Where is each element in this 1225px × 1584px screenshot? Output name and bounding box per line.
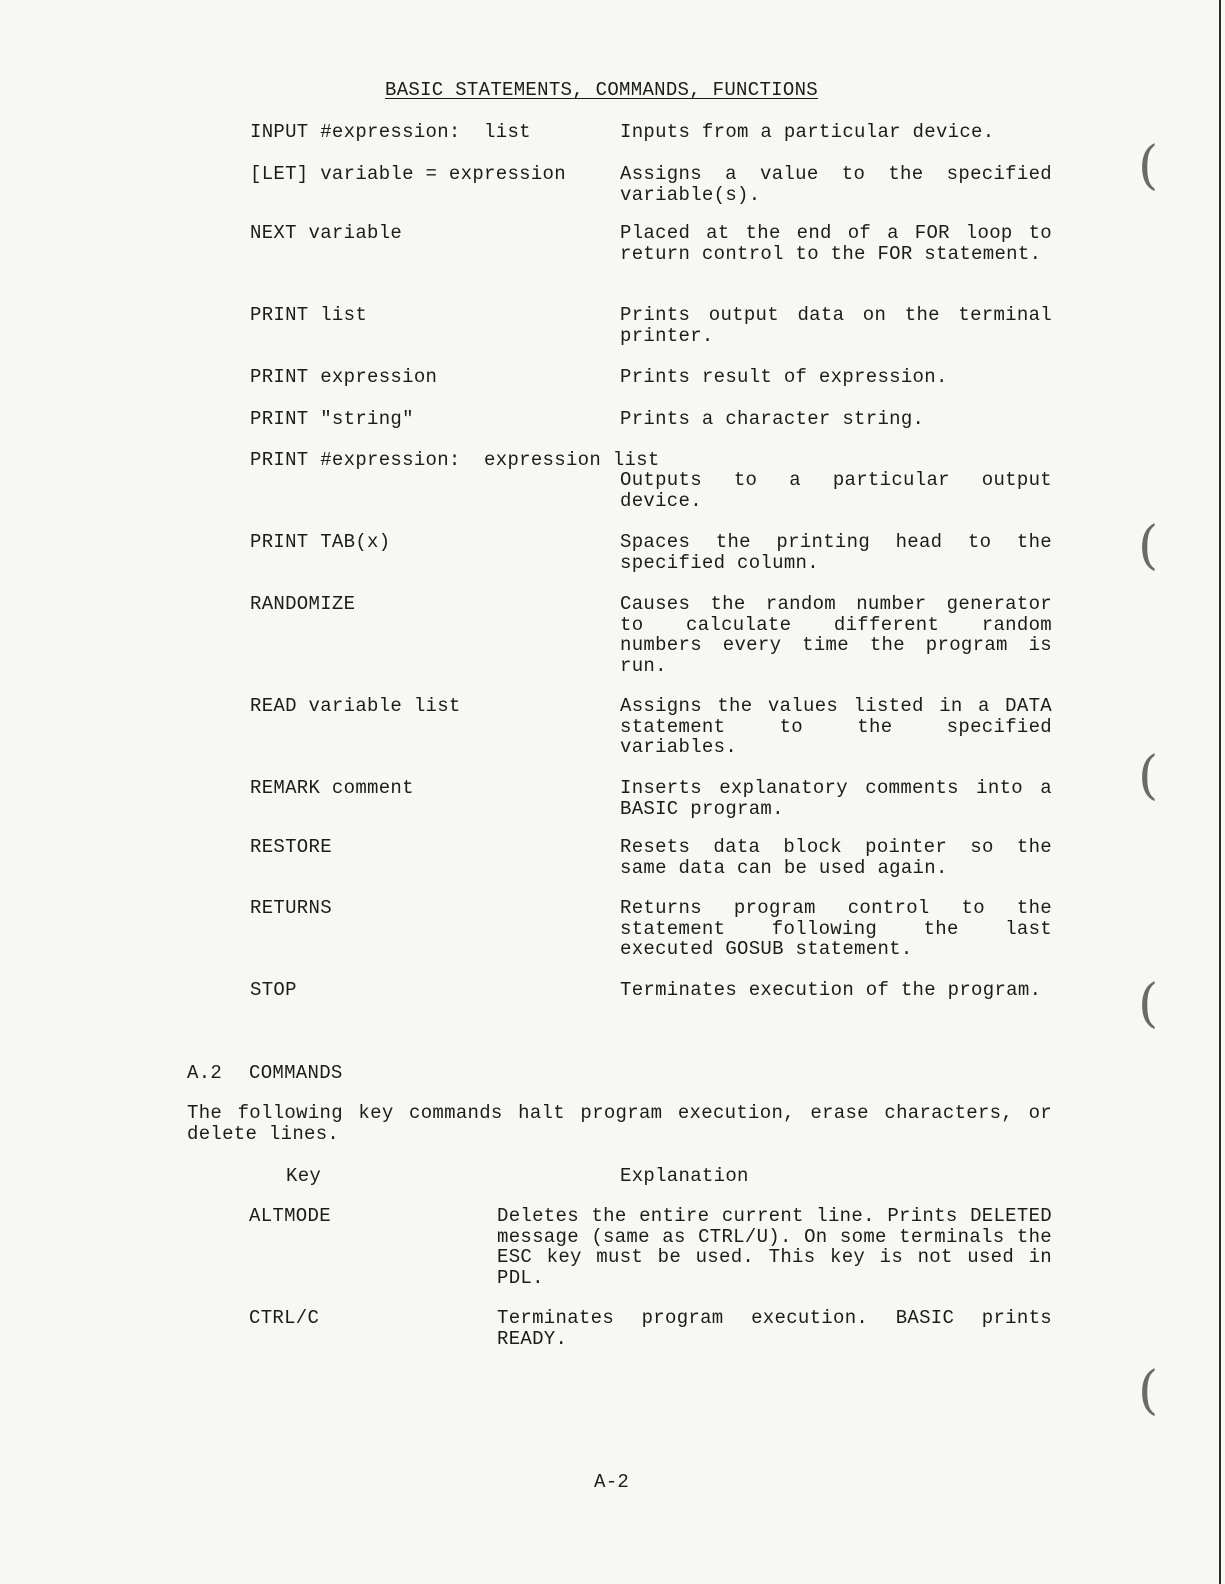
statement-syntax: REMARK comment — [250, 777, 414, 799]
statement-description: Prints a character string. — [620, 408, 925, 430]
statement-syntax: NEXT variable — [250, 222, 403, 244]
statement-description: Returns program control to the statement following the last executed GOSUB statement. — [620, 897, 1052, 960]
statement-syntax: READ variable list — [250, 695, 461, 717]
column-header-explanation: Explanation — [620, 1165, 749, 1187]
command-description: Deletes the entire current line. Prints DELETED message (same as CTRL/U). On some terminals the ESC key must be used. This key is not used in PDL. — [497, 1205, 1052, 1289]
binder-hole-mark: ( — [1138, 746, 1159, 806]
section-number: A.2 — [187, 1062, 223, 1084]
statement-description: Spaces the printing head to the specified column. — [620, 531, 1052, 574]
statement-syntax: RETURNS — [250, 897, 332, 919]
statement-syntax: INPUT #expression: list — [250, 121, 531, 143]
section-heading: COMMANDS — [249, 1062, 343, 1084]
statement-description: Terminates execution of the program. — [620, 979, 1042, 1001]
page-number: A-2 — [594, 1471, 630, 1493]
statement-syntax: PRINT "string" — [250, 408, 414, 430]
command-key: ALTMODE — [249, 1205, 331, 1227]
page-edge-line — [1219, 0, 1221, 1584]
command-key: CTRL/C — [249, 1307, 320, 1329]
statement-description: Assigns a value to the specified variable(s). — [620, 163, 1052, 206]
statement-description: Inputs from a particular device. — [620, 121, 995, 143]
statement-description: Prints output data on the terminal printer. — [620, 304, 1052, 347]
statement-description: Outputs to a particular output device. — [620, 469, 1052, 512]
statement-syntax: PRINT expression — [250, 366, 438, 388]
statement-description: Resets data block pointer so the same data can be used again. — [620, 836, 1052, 879]
statement-description: Inserts explanatory comments into a BASIC program. — [620, 777, 1052, 820]
binder-hole-mark: ( — [1138, 516, 1159, 576]
statement-syntax: STOP — [250, 979, 297, 1001]
statement-description: Prints result of expression. — [620, 366, 948, 388]
statement-syntax: RANDOMIZE — [250, 593, 356, 615]
statement-description: Causes the random number generator to calculate different random numbers every time the program is run. — [620, 593, 1052, 677]
binder-hole-mark: ( — [1138, 1361, 1159, 1421]
statement-syntax: PRINT TAB(x) — [250, 531, 391, 553]
statement-syntax: RESTORE — [250, 836, 332, 858]
statement-syntax: PRINT #expression: expression list — [250, 449, 660, 471]
statement-description: Placed at the end of a FOR loop to return control to the FOR statement. — [620, 222, 1052, 265]
command-description: Terminates program execution. BASIC prints READY. — [497, 1307, 1052, 1350]
statement-syntax: PRINT list — [250, 304, 368, 326]
column-header-key: Key — [286, 1165, 322, 1187]
statement-syntax: [LET] variable = expression — [250, 163, 566, 185]
page-title: BASIC STATEMENTS, COMMANDS, FUNCTIONS — [385, 79, 818, 101]
binder-hole-mark: ( — [1138, 136, 1159, 196]
binder-hole-mark: ( — [1138, 974, 1159, 1034]
statement-description: Assigns the values listed in a DATA statement to the specified variables. — [620, 695, 1052, 758]
section-intro: The following key commands halt program execution, erase characters, or delete lines. — [187, 1102, 1052, 1145]
